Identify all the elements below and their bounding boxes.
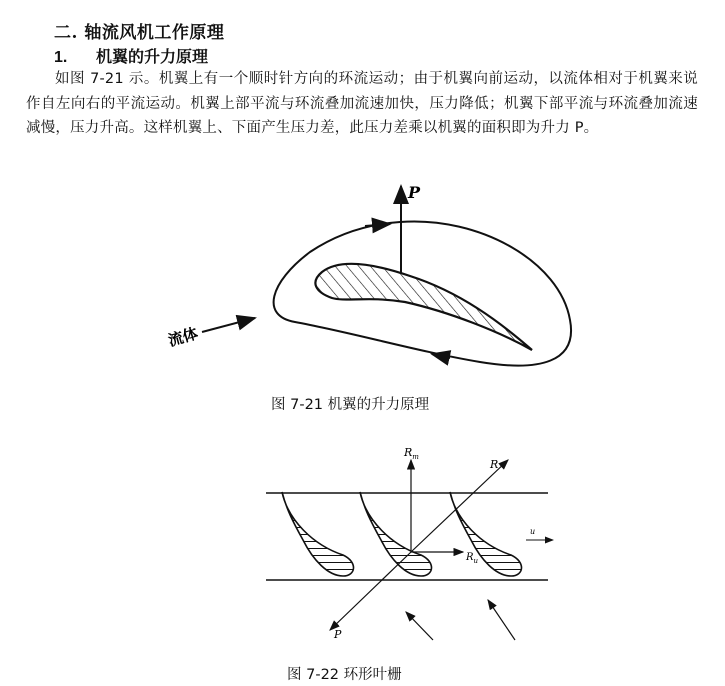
lift-label: P: [408, 183, 421, 202]
subsection-number: 1.: [54, 49, 68, 66]
flow-arrow: [202, 318, 255, 332]
blade-1: [282, 492, 354, 576]
ru-label: $R_u$: [466, 552, 479, 565]
section-heading: 二. 轴流风机工作原理: [54, 23, 225, 43]
p-label: P: [334, 628, 342, 641]
figure-7-22-caption: 图 7-22 环形叶栅: [287, 667, 402, 683]
rm-label: $R_m$: [404, 446, 419, 461]
inflow-arrow-2: [488, 600, 515, 640]
blade-2: [360, 492, 432, 576]
blade-cascade-figure: [258, 440, 558, 645]
r-label: R: [490, 458, 499, 471]
airfoil-lift-figure: [150, 172, 590, 392]
flow-label: 流体: [166, 324, 200, 350]
subsection-heading: [54, 44, 208, 67]
subsection-title: 机翼的升力原理: [96, 47, 209, 66]
body-paragraph: 如图 7-21 示。机翼上有一个顺时针方向的环流运动；由于机翼向前运动，以流体相对于机翼来说作自左向右的平流运动。机翼上部平流与环流叠加流速加快，压力降低；机翼下部平流与环流叠加流速减慢，压力升高。这样机翼上、下面产生压力差，此压力差乘以机翼的面积即为升力 P。: [26, 71, 698, 136]
figure-7-21-caption: 图 7-21 机翼的升力原理: [271, 397, 430, 413]
u-label: u: [530, 527, 536, 536]
inflow-arrow-1: [406, 612, 433, 640]
airfoil: [315, 264, 532, 350]
r-vector: [411, 460, 508, 552]
circulation-arrow-top: [365, 224, 390, 226]
